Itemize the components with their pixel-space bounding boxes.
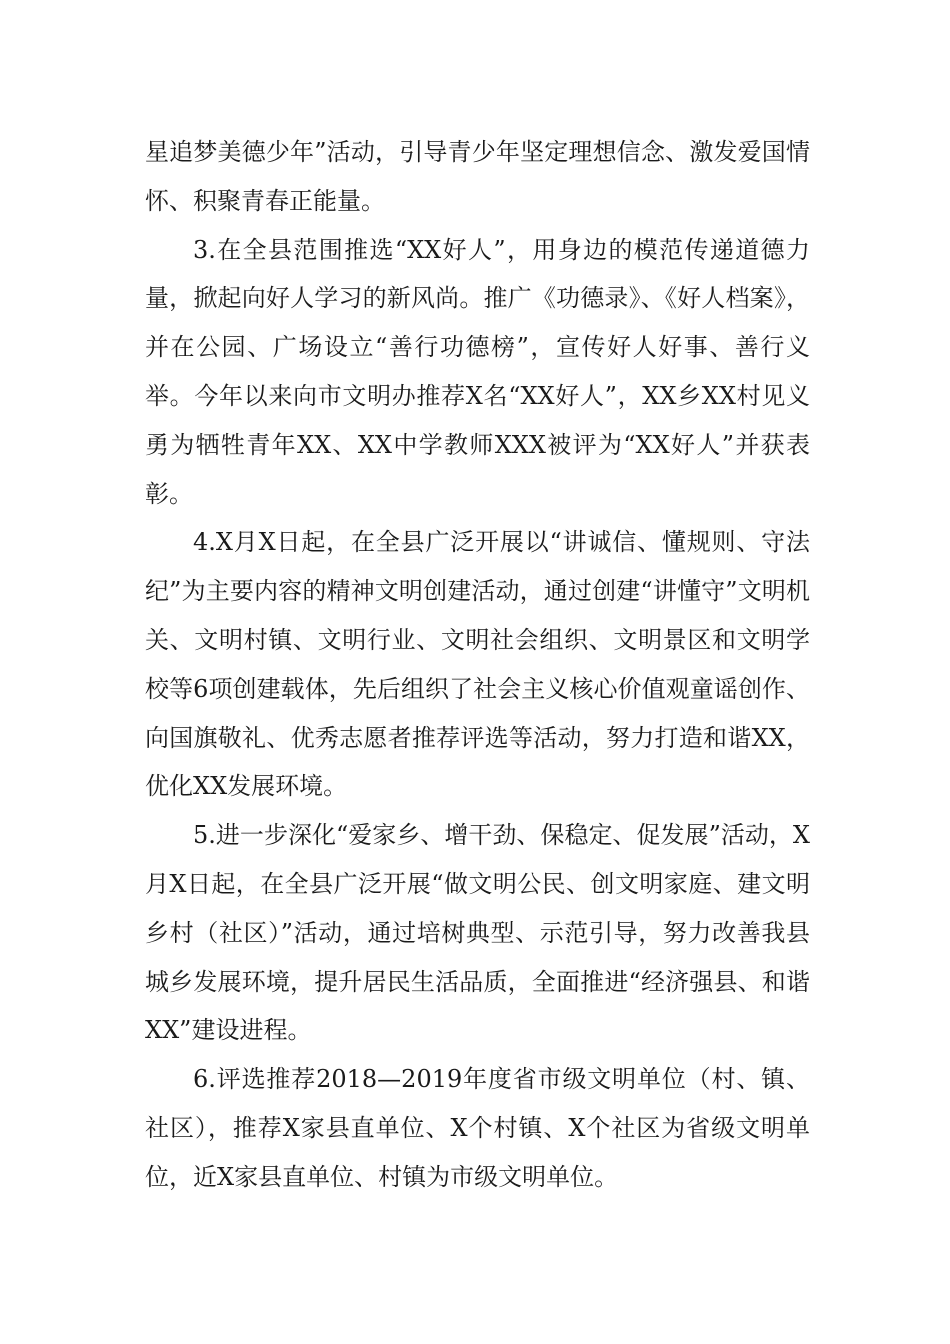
paragraph-item-3: 3.在全县范围推选“XX好人”，用身边的模范传递道德力量，掀起向好人学习的新风尚。推广《功德录》、《好人档案》，并在公园、广场设立“善行功德榜”，宣传好人好事、善行义举。今年以来向市文明办推荐X名“XX好人”，XX乡XX村见义勇为牺牲青年XX、XX中学教师XXX被评为“XX好人”并获表彰。 (145, 235, 810, 508)
paragraph-item-6: 6.评选推荐2018—2019年度省市级文明单位（村、镇、社区），推荐X家县直单位、X个村镇、X个社区为省级文明单位，近X家县直单位、村镇为市级文明单位。 (145, 1065, 810, 1191)
paragraph-item-5: 5.进一步深化“爱家乡、增干劲、保稳定、促发展”活动，X月X日起，在全县广泛开展“做文明公民、创文明家庭、建文明乡村（社区）”活动，通过培树典型、示范引导，努力改善我县城乡发展环境，提升居民生活品质，全面推进“经济强县、和谐XX”建设进程。 (145, 821, 810, 1045)
paragraph-continuation: 星追梦美德少年”活动，引导青少年坚定理想信念、激发爱国情怀、积聚青春正能量。 (145, 138, 810, 215)
paragraph-item-4: 4.X月X日起，在全县广泛开展以“讲诚信、懂规则、守法纪”为主要内容的精神文明创建活动，通过创建“讲懂守”文明机关、文明村镇、文明行业、文明社会组织、文明景区和文明学校等6项创建载体，先后组织了社会主义核心价值观童谣创作、向国旗敬礼、优秀志愿者推荐评选等活动，努力打造和谐XX，优化XX发展环境。 (145, 528, 810, 801)
document-body (145, 128, 810, 1202)
